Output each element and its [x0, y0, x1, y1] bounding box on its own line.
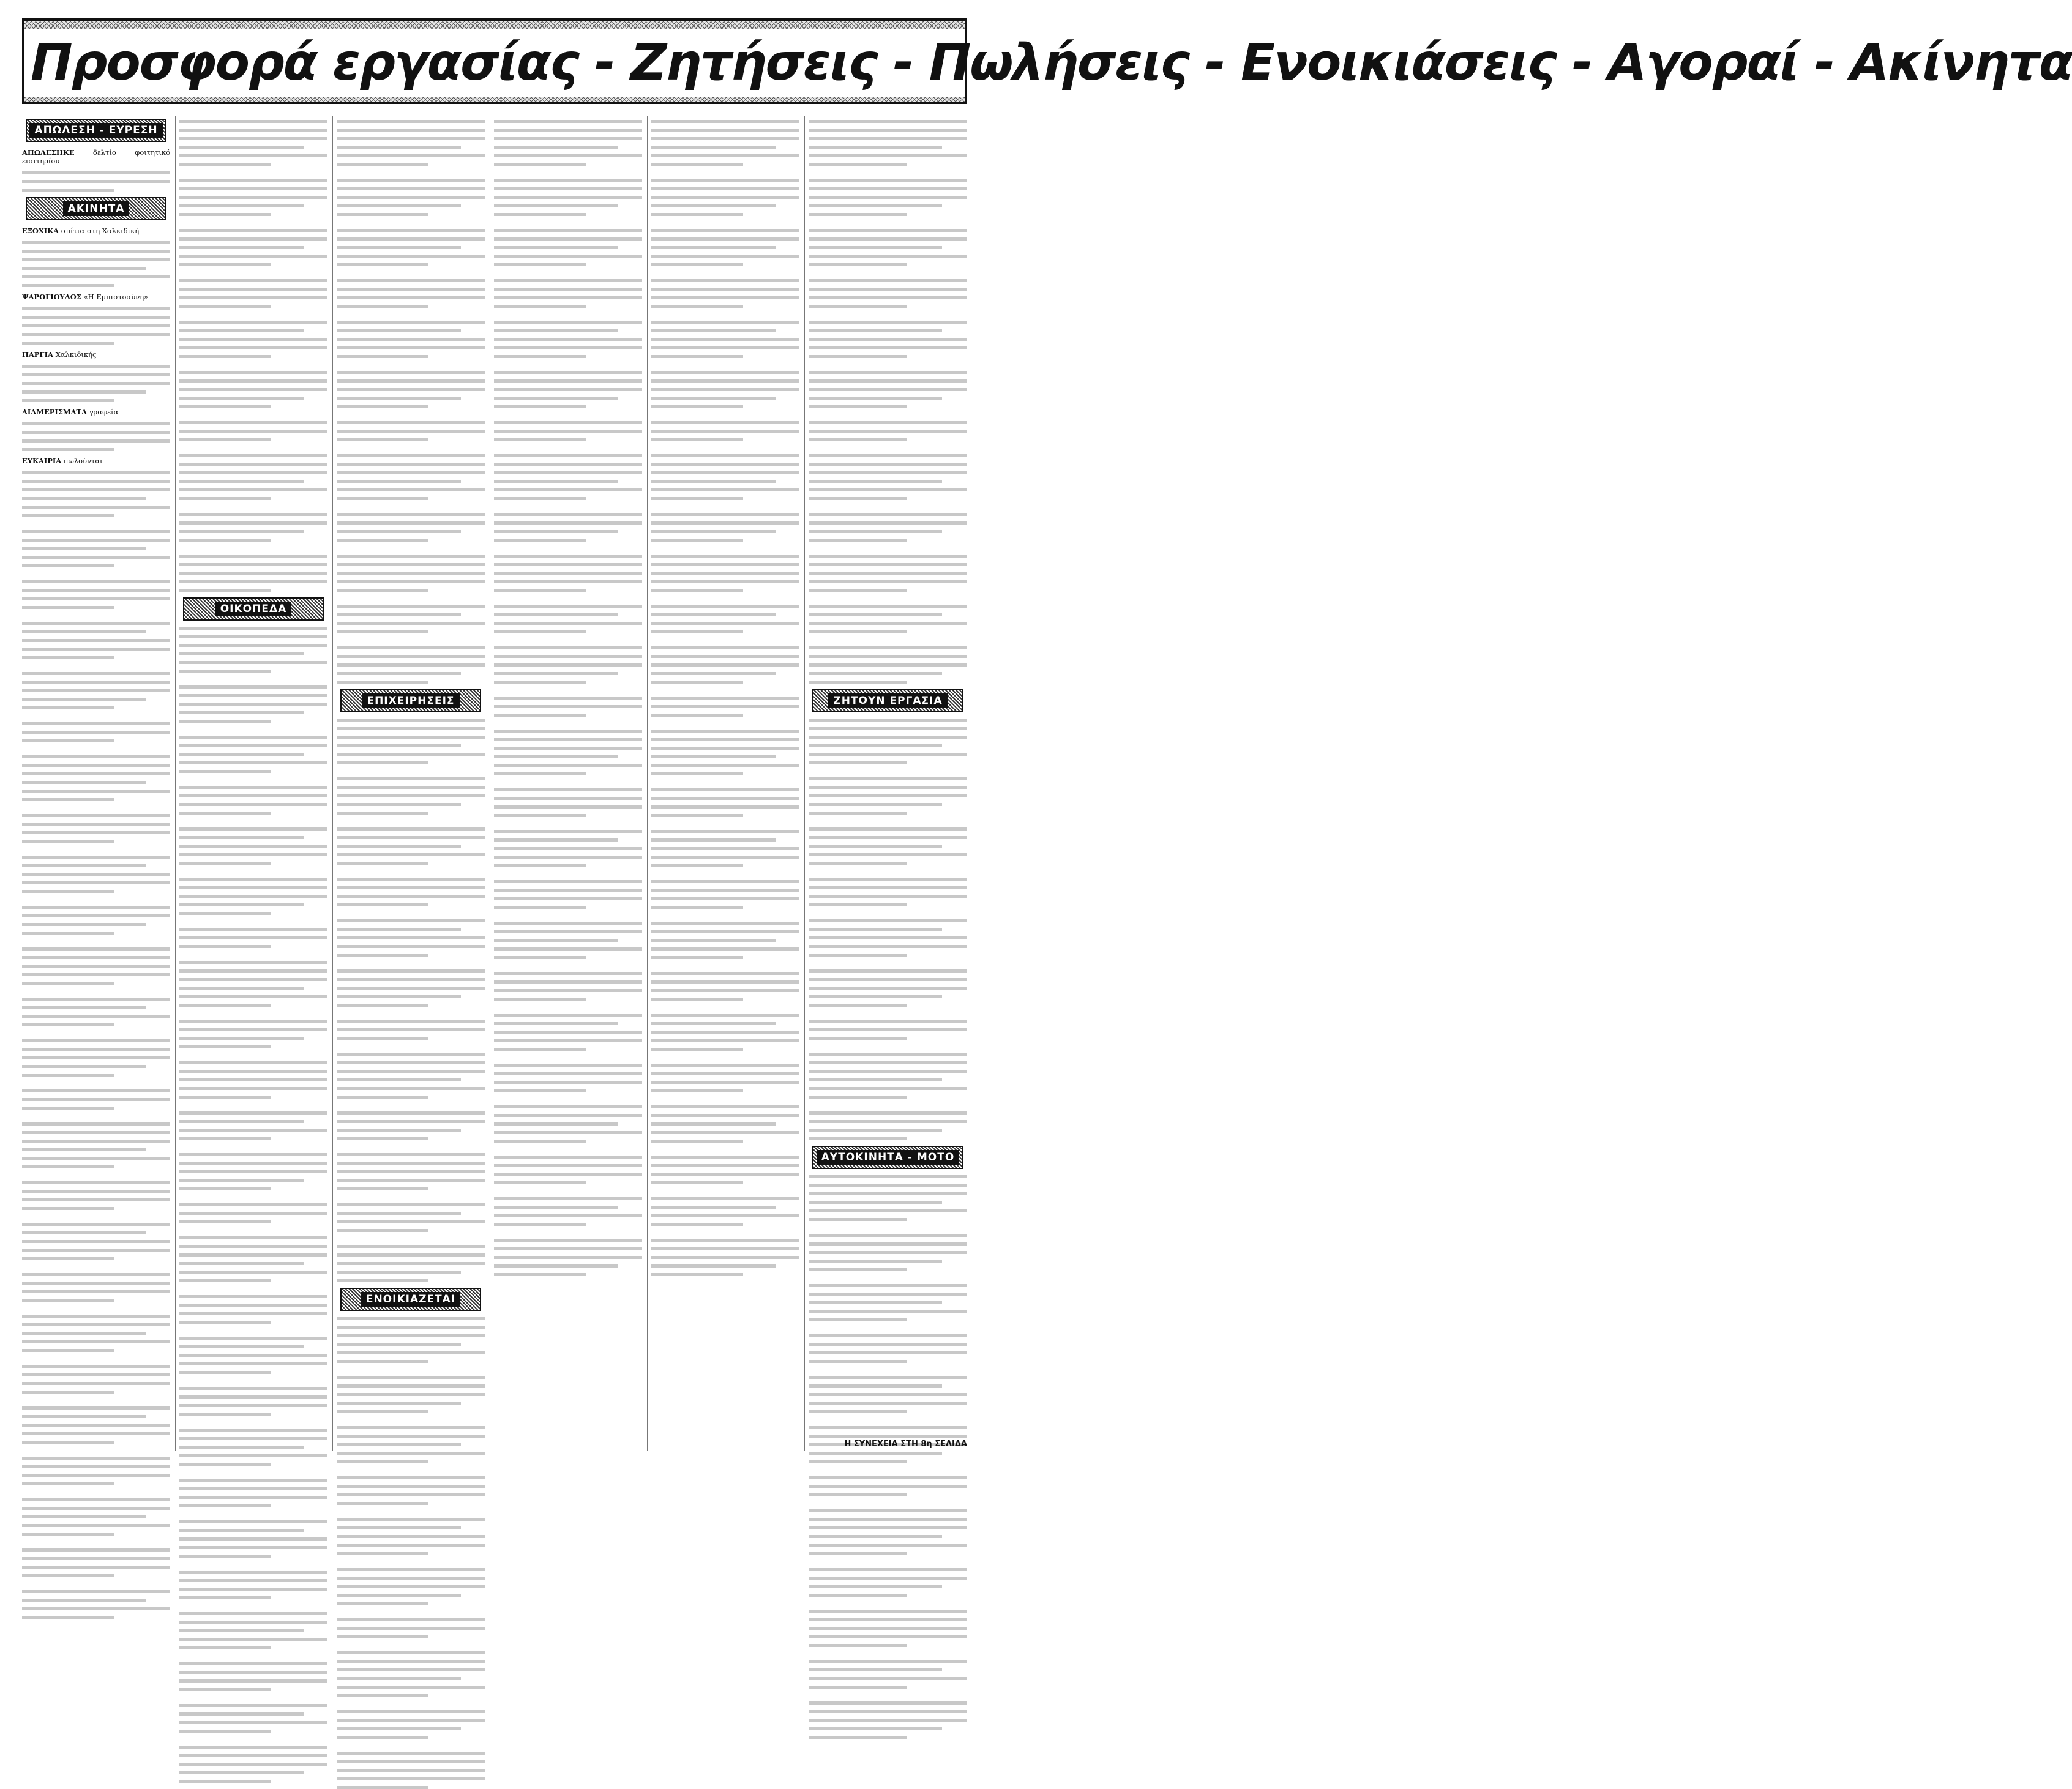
continuation-note: Η ΣΥΝΕΧΕΙΑ ΣΤΗ 8η ΣΕΛΙΔΑ — [844, 1440, 967, 1449]
column-1 — [22, 116, 170, 1451]
section-header-job-seek: ΖΗΤΟΥΝ ΕΡΓΑΣΙΑ — [812, 689, 963, 712]
classified-ad: ΑΠΩΛΕΣΗΚΕ δελτίο φοιτητικό εισιτηρίου — [22, 148, 170, 165]
section-header-real-estate: ΑΚΙΝΗΤΑ — [26, 197, 166, 220]
section-header-housing: ΟΙΚΟΠΕΔΑ — [183, 597, 324, 621]
column-divider — [332, 116, 333, 1451]
unreadable-ad-text — [179, 627, 327, 1783]
masthead-banner — [22, 18, 2072, 104]
classified-ad: ΠΑΡΓΙΑ Χαλκιδικής — [22, 350, 97, 359]
unreadable-ad-text — [337, 1317, 485, 1789]
column-6 — [809, 116, 967, 1451]
unreadable-ad-text — [22, 471, 170, 1619]
column-4 — [494, 116, 642, 1451]
classified-ad: ΔΙΑΜΕΡΙΣΜΑΤΑ γραφεία — [22, 408, 119, 416]
unreadable-ad-text — [22, 171, 170, 192]
classified-ad: ΨΑΡΟΓΙΟΥΛΟΣ «Η Εμπιστοσύνη» — [22, 293, 149, 301]
unreadable-ad-text — [22, 422, 170, 451]
unreadable-ad-text — [22, 365, 170, 402]
unreadable-ad-text — [809, 719, 967, 1140]
unreadable-ad-text — [809, 120, 967, 684]
unreadable-ad-text — [651, 120, 799, 1276]
section-header-rentals: ΕΝΟΙΚΙΑΖΕΤΑΙ — [340, 1288, 481, 1311]
unreadable-ad-text — [494, 120, 642, 1276]
section-header-business: ΕΠΙΧΕΙΡΗΣΕΙΣ — [340, 689, 481, 712]
classified-ad: ΕΥΚΑΙΡΙΑ πωλούνται — [22, 457, 103, 465]
unreadable-ad-text — [22, 307, 170, 345]
unreadable-ad-text — [809, 1175, 967, 1739]
column-divider — [804, 116, 805, 1451]
unreadable-ad-text — [22, 241, 170, 287]
unreadable-ad-text — [337, 120, 485, 684]
unreadable-ad-text — [179, 120, 327, 592]
column-5 — [651, 116, 799, 1451]
column-divider — [175, 116, 176, 1451]
column-2 — [179, 116, 327, 1451]
column-divider — [647, 116, 648, 1451]
section-header-cars: ΑΥΤΟΚΙΝΗΤΑ - ΜΟΤΟ — [812, 1146, 963, 1169]
column-3 — [337, 116, 485, 1451]
unreadable-ad-text — [337, 719, 485, 1282]
banner-title: Προσφορά εργασίας - Ζητήσεις - Πωλήσεις - Ενοικιάσεις - Αγοραί - Ακίνητα — [24, 29, 965, 97]
classified-ad: ΕΞΟΧΙΚΑ σπίτια στη Χαλκιδική — [22, 226, 140, 235]
section-header-lost-found: ΑΠΩΛΕΣΗ - ΕΥΡΕΣΗ — [26, 119, 166, 142]
